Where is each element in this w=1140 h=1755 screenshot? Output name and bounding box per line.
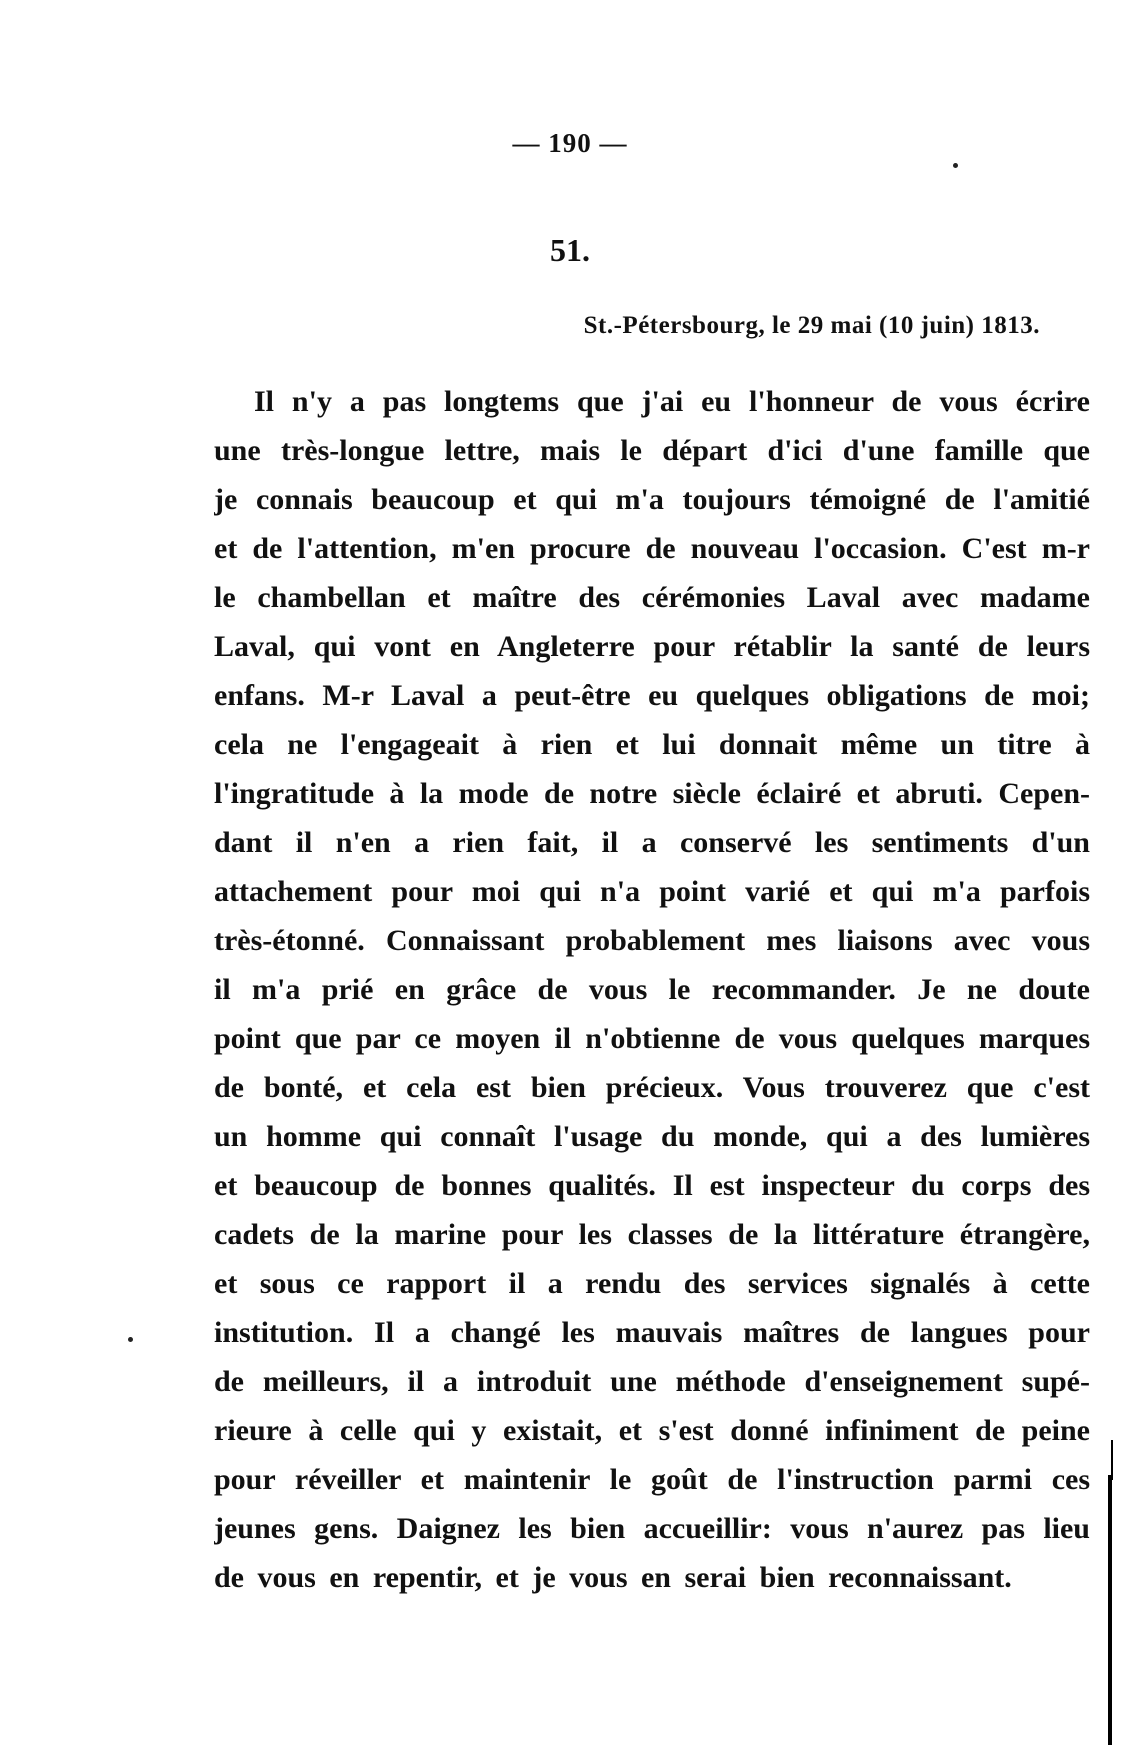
- text-line: jeunes gens. Daignez les bien accueillir: vous n'aurez pas lieu: [214, 1512, 1090, 1545]
- text-line: enfans. M-r Laval a peut-être eu quelques obligations de moi;: [214, 679, 1090, 712]
- letter-dateline: St.-Pétersbourg, le 29 mai (10 juin) 1813.: [583, 312, 1040, 339]
- text-line: de meilleurs, il a introduit une méthode d'enseignement supé-: [214, 1365, 1090, 1398]
- scan-speck: [953, 163, 958, 168]
- text-line: l'ingratitude à la mode de notre siècle éclairé et abruti. Cepen-: [214, 777, 1090, 810]
- text-line: attachement pour moi qui n'a point varié et qui m'a parfois: [214, 875, 1090, 908]
- scan-edge-rule: [1108, 1475, 1112, 1745]
- text-line: de bonté, et cela est bien précieux. Vous trouverez que c'est: [214, 1071, 1090, 1104]
- text-line: Laval, qui vont en Angleterre pour rétablir la santé de leurs: [214, 630, 1090, 663]
- letter-body: [214, 377, 1090, 1602]
- text-line: institution. Il a changé les mauvais maîtres de langues pour: [214, 1316, 1090, 1349]
- text-line: point que par ce moyen il n'obtienne de vous quelques marques: [214, 1022, 1090, 1055]
- page-number: — 190 —: [512, 128, 628, 158]
- text-line: de vous en repentir, et je vous en serai bien reconnaissant.: [214, 1561, 1012, 1594]
- text-line: un homme qui connaît l'usage du monde, qui a des lumières: [214, 1120, 1090, 1153]
- text-line: pour réveiller et maintenir le goût de l'instruction parmi ces: [214, 1463, 1090, 1496]
- text-line: très-étonné. Connaissant probablement mes liaisons avec vous: [214, 924, 1090, 957]
- text-line: et beaucoup de bonnes qualités. Il est inspecteur du corps des: [214, 1169, 1090, 1202]
- text-line: et sous ce rapport il a rendu des services signalés à cette: [214, 1267, 1090, 1300]
- text-line: il m'a prié en grâce de vous le recommander. Je ne doute: [214, 973, 1090, 1006]
- text-line: dant il n'en a rien fait, il a conservé les sentiments d'un: [214, 826, 1090, 859]
- scan-speck: [128, 1337, 133, 1342]
- letter-number: 51.: [550, 232, 590, 268]
- text-line: Il n'y a pas longtems que j'ai eu l'honneur de vous écrire: [254, 385, 1090, 418]
- scan-edge-mark: [1111, 1440, 1113, 1480]
- text-line: le chambellan et maître des cérémonies Laval avec madame: [214, 581, 1090, 614]
- text-line: et de l'attention, m'en procure de nouveau l'occasion. C'est m-r: [214, 532, 1090, 565]
- text-line: je connais beaucoup et qui m'a toujours témoigné de l'amitié: [214, 483, 1090, 516]
- text-line: cadets de la marine pour les classes de la littérature étrangère,: [214, 1218, 1090, 1251]
- text-line: une très-longue lettre, mais le départ d'ici d'une famille que: [214, 434, 1090, 467]
- text-line: cela ne l'engageait à rien et lui donnait même un titre à: [214, 728, 1090, 761]
- text-line: rieure à celle qui y existait, et s'est donné infiniment de peine: [214, 1414, 1090, 1447]
